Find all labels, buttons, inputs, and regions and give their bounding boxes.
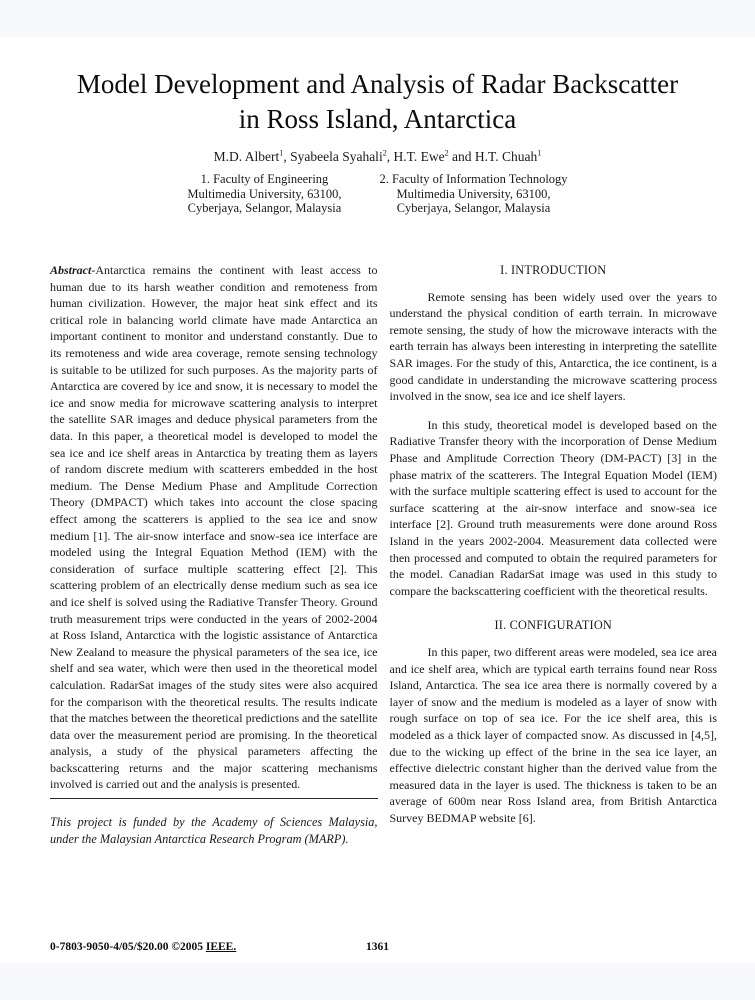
author-2: , Syabeela Syahali — [283, 149, 383, 165]
configuration-paragraph-1: In this paper, two different areas were modeled, sea ice area and ice shelf area, which are typical earth terrains found near Ross Island, Antarctica. The sea ice area there is normally covered by a layer of snow and the medium is modeled as a layer of snow with rough surface on top of sea ice. For the ice shelf area, this is modeled as a thick layer of compacted snow. As discussed in [4,5], due to the wicking up effect of the brine in the sea ice layer, an effective dielectric constant higher than the derived value from the measured data in the layer is used. The thickness is taken to be an average of 600m near Ross Island area, from British Antarctica Survey BEDMAP website [6]. — [389, 644, 717, 825]
affiliation-1-line-2: Multimedia University, 63100, — [187, 186, 342, 201]
paper-sheet — [0, 37, 755, 963]
copyright-ieee: IEEE. — [205, 941, 237, 953]
author-1: M.D. Albert — [213, 149, 280, 165]
abstract-label: Abstract — [50, 263, 92, 278]
left-column — [50, 262, 378, 860]
section-heading-introduction: I. INTRODUCTION — [500, 263, 607, 278]
footnote-divider — [50, 798, 378, 799]
affiliation-2-line-2: Multimedia University, 63100, — [396, 186, 551, 201]
abstract-text: -Antarctica remains the continent with least access to human due to its harsh weather condition and remoteness from human civilization. However, the major heat sink effect and its critical role in balancing world climate have made Antarctica an important continent to monitor and understand constantly. Due to its remoteness and wide area coverage, remote sensing technology is suitable to be utilized for such purposes. As the majority parts of Antarctica are covered by ice and snow, it is necessary to model the ice and snow media for microwave scattering analysis to interpret the satellite SAR images and deduce physical parameters from the data. In this paper, a theoretical model is developed to model the sea ice and ice shelf areas in Antarctica by treating them as layers of random discrete medium with scatterers embedded in the host medium. The Dense Medium Phase and Amplitude Correction Theory (DMPACT) which takes into account the close spacing effect among the scatterers is applied to the sea ice and snow medium [1]. The air-snow interface and snow-sea ice interface are modeled using the Integral Equation Method (IEM) with the consideration of surface multiple scattering effect [2]. This scattering problem of an electrically dense medium such as sea ice and ice shelf is solved using the Radiative Transfer Theory. Ground truth measurement trips were conducted in the years of 2002-2004 at Ross Island, Antarctica with the logistic assistance of Antarctica New Zealand to measure the physical parameters of the sea ice, ice shelf and sea water, which were then used in the theoretical model calculation. RadarSat images of the study sites were also acquired for the comparison with the theoretical results. The results indicate that the matches between the theoretical predictions and the satellite data over the measurement period are promising. In the theoretical analysis, a study of the physical parameters affecting the backscattering returns and the major scattering mechanisms involved is carried out and the analysis is presented. — [50, 263, 378, 792]
affiliation-2 — [379, 172, 567, 216]
author-2-affil-sup: 2 — [382, 148, 387, 158]
affiliation-2-line-3: Cyberjaya, Selangor, Malaysia — [396, 201, 551, 216]
intro-paragraph-1: Remote sensing has been widely used over the years to understand the physical condition of earth terrain. In microwave remote sensing, the study of how the microwave interacts with the earth terrain has always been interesting in interpreting the satellite SAR images. For the study of this, Antarctica, the ice continent, is a good candidate in understanding the microwave scattering process involved in the snow, sea ice and ice shelf layers. — [389, 289, 717, 404]
abstract-paragraph — [50, 262, 378, 793]
page-number: 1361 — [366, 941, 389, 953]
author-4-affil-sup: 1 — [537, 148, 542, 158]
paper-title-line-2: in Ross Island, Antarctica — [238, 104, 517, 135]
affiliation-1 — [187, 172, 341, 216]
affiliation-2-line-1: 2. Faculty of Information Technology — [379, 172, 568, 187]
intro-paragraph-2: In this study, theoretical model is developed based on the Radiative Transfer theory with the incorporation of Dense Medium Phase and Amplitude Correction Theory (DM-PACT) [3] in the phase matrix of the scatterers. The Integral Equation Model (IEM) with the surface multiple scattering effect is used to account for the surface scattering at the air-snow interface and snow-sea ice interface [2]. Ground truth measurements were done around Ross Island in the years 2002-2004. Measurement data collected were then processed and computed to obtain the required parameters for the model. Canadian RadarSat image was used in this study to compare the backscattering coefficient with the theoretical results. — [389, 417, 717, 598]
paper-title-line-1: Model Development and Analysis of Radar Backscatter — [76, 69, 679, 99]
author-1-affil-sup: 1 — [279, 148, 284, 158]
right-column — [390, 262, 718, 860]
author-4: and H.T. Chuah — [448, 149, 538, 165]
funding-footnote: This project is funded by the Academy of Sciences Malaysia, under the Malaysian Antarctica Research Program (MARP). — [50, 815, 378, 847]
two-column-body — [0, 262, 755, 860]
author-3-affil-sup: 2 — [444, 148, 449, 158]
author-byline — [0, 149, 755, 165]
section-heading-configuration: II. CONFIGURATION — [494, 618, 612, 633]
paper-title — [0, 37, 755, 137]
affiliation-1-line-3: Cyberjaya, Selangor, Malaysia — [187, 201, 342, 216]
author-3: , H.T. Ewe — [386, 149, 445, 165]
affiliations — [0, 172, 755, 216]
copyright-text: 0-7803-9050-4/05/$20.00 ©2005 — [50, 941, 206, 953]
affiliation-1-line-1: 1. Faculty of Engineering — [200, 172, 329, 187]
